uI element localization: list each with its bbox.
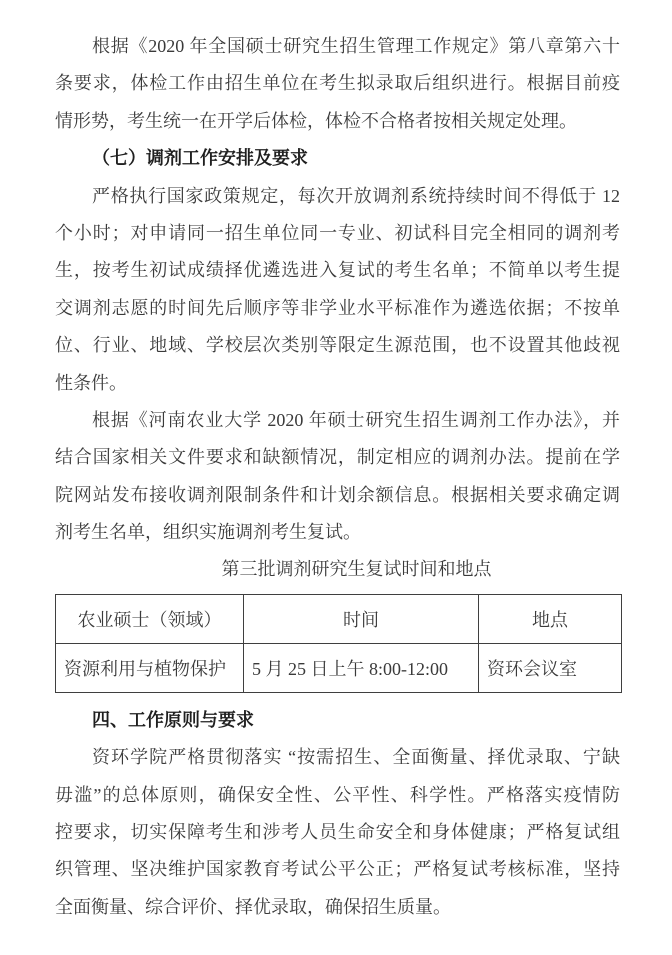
text-line: 交调剂志愿的时间先后顺序等非学业水平标准作为遴选依据；不按单: [55, 297, 620, 318]
table-header-cell-time: 时间: [244, 594, 479, 643]
text-line: 资环学院严格贯彻落实 “按需招生、全面衡量、择优录取、宁缺: [92, 747, 620, 768]
text-line: 毋滥”的总体原则，确保安全性、公平性、科学性。严格落实疫情防: [55, 784, 620, 805]
text-line: 情形势，考生统一在开学后体检，体检不合格者按相关规定处理。: [55, 110, 577, 131]
text-line: 织管理、坚决维护国家教育考试公平公正；严格复试考核标准，坚持: [55, 859, 620, 880]
text-line: 结合国家相关文件要求和缺额情况，制定相应的调剂办法。提前在学: [55, 447, 620, 468]
paragraph-principles: [55, 739, 620, 926]
text-line: 控要求，切实保障考生和涉考人员生命安全和身体健康；严格复试组: [55, 822, 620, 843]
table-cell-time: 5 月 25 日上午 8:00-12:00: [244, 643, 479, 692]
text-line: 条要求，体检工作由招生单位在考生拟录取后组织进行。根据目前疫: [55, 73, 620, 94]
text-line: 院网站发布接收调剂限制条件和计划余额信息。根据相关要求确定调: [55, 484, 620, 505]
table-cell-field: 资源利用与植物保护: [56, 643, 244, 692]
paragraph-transfer-policy: [55, 178, 620, 402]
text-line: 根据《2020 年全国硕士研究生招生管理工作规定》第八章第六十: [92, 36, 620, 56]
text-line: 个小时；对申请同一招生单位同一专业、初试科目完全相同的调剂考: [55, 222, 620, 243]
table-title: 第三批调剂研究生复试时间和地点: [221, 559, 492, 580]
text-line: 性条件。: [55, 372, 127, 393]
text-line: 剂考生名单，组织实施调剂考生复试。: [55, 522, 361, 543]
table-header-cell-place: 地点: [479, 594, 622, 643]
table-header-cell-field: 农业硕士（领域）: [56, 594, 244, 643]
table-row: [56, 643, 622, 692]
paragraph-transfer-method: [55, 402, 620, 552]
heading-section-4-work-principles: 四、工作原则与要求: [92, 709, 254, 730]
text-line: 生，按考生初试成绩择优遴选进入复试的考生名单；不简单以考生提: [55, 260, 620, 281]
text-line: 全面衡量、综合评价、择优录取，确保招生质量。: [55, 896, 451, 917]
table-cell-place: 资环会议室: [479, 643, 622, 692]
text-line: 根据《河南农业大学 2020 年硕士研究生招生调剂工作办法》，并: [92, 409, 620, 430]
heading-section-7-transfer-arrangements: （七）调剂工作安排及要求: [92, 148, 308, 169]
text-line: 严格执行国家政策规定，每次开放调剂系统持续时间不得低于 12: [92, 185, 620, 206]
table-header-row: [56, 594, 622, 643]
paragraph-physical-exam: [55, 28, 620, 140]
review-schedule-table: [55, 594, 622, 693]
text-line: 位、行业、地域、学校层次类别等限定生源范围，也不设置其他歧视: [55, 335, 620, 356]
